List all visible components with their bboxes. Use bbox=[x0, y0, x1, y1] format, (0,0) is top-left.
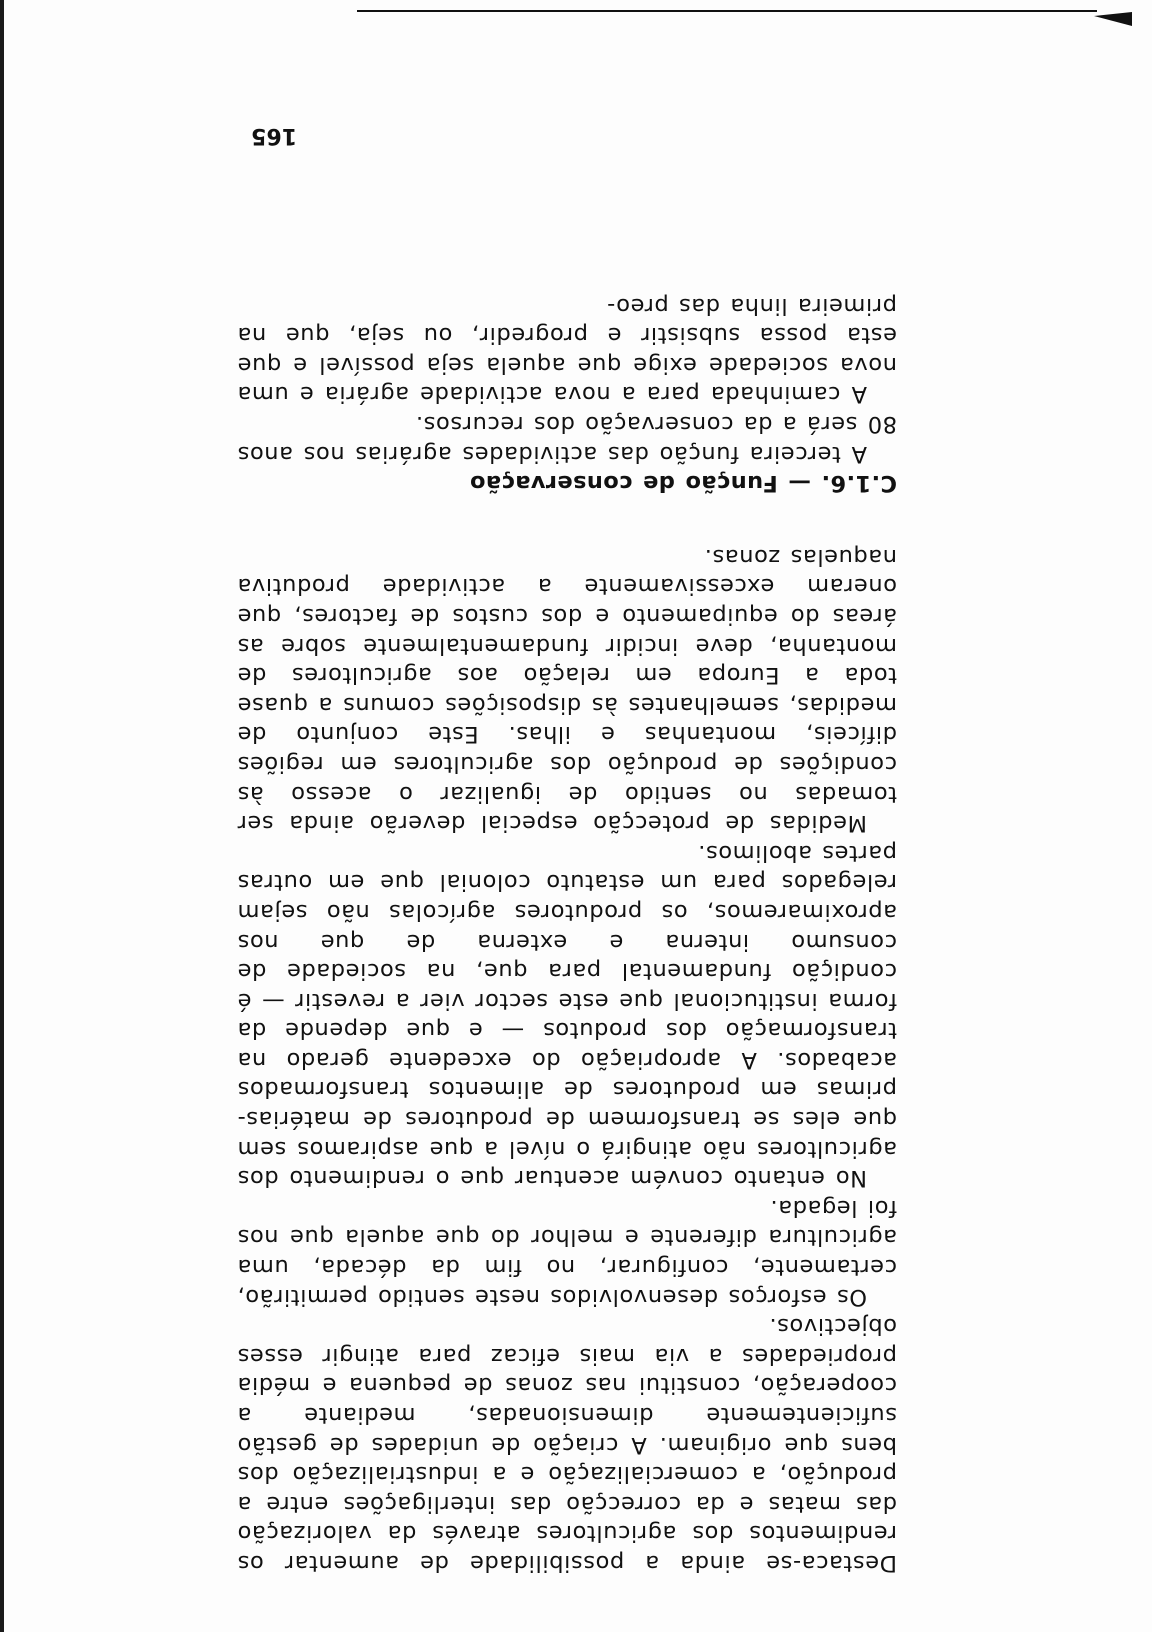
section-heading: C.1.6. — Função de conservação bbox=[469, 470, 897, 497]
body-text bbox=[237, 290, 897, 1577]
section-paragraph-1: A terceira função das actividades agrárias nos anos 80 será a da conservação dos recursos. bbox=[237, 411, 897, 467]
page-top-rule bbox=[357, 10, 1097, 12]
paragraph-1: Destaca-se ainda a possibilidade de aumentar os rendimentos dos agricultores através da valorização das matas e da correcção das interligações entre a produção, a comercialização e a industrialização dos bens que originam. A criação de unidades de gestão suficientemente dimensionadas, mediante a cooperação, constitui nas zonas de pequena e média propriedades a via mais eficaz para atingir esses objectivos. bbox=[237, 1313, 897, 1576]
page-number: 165 bbox=[251, 123, 297, 148]
section-paragraph-2: A caminhada para a nova actividade agrária e uma nova sociedade exige que aquela seja possível e que esta possa subsistir e progredir, ou seja, que na primeira linha das preo- bbox=[237, 292, 897, 408]
section-c16 bbox=[237, 290, 897, 497]
paragraph-4: Medidas de protecção especial deverão ainda ser tomadas no sentido de igualizar o acesso às condições de produção dos agricultores em regiões difíceis, montanhas e ilhas. Este conjunto de medidas, semelhantes às disposições comuns a quase toda a Europa em relação aos agricultores de montanha, deve incidir fundamentalmente sobre as áreas do equipamento e dos custos de factores, que oneram excessivamente a actividade produtiva naquelas zonas. bbox=[237, 543, 897, 837]
paragraph-3: No entanto convém acentuar que o rendimento dos agricultores não atingirá o nível a que aspiramos sem que eles se transformem de produtores de matérias-primas em produtores de alimentos transformados acabados. A apropriação do excedente gerado na transformação dos produtos — e que depende da forma institucional que este sector vier a revestir — é condição fundamental para que, na sociedade de consumo interna e externa de que nos aproximaremos, os produtores agrícolas não sejam relegados para um estatuto colonial que em outras partes abolimos. bbox=[237, 839, 897, 1192]
paragraph-2: Os esforços desenvolvidos neste sentido permitirão, certamente, configurar, no fim da década, uma agricultura diferente e melhor do que aquela que nos foi legada. bbox=[237, 1194, 897, 1310]
page-corner-mark bbox=[1094, 12, 1132, 26]
